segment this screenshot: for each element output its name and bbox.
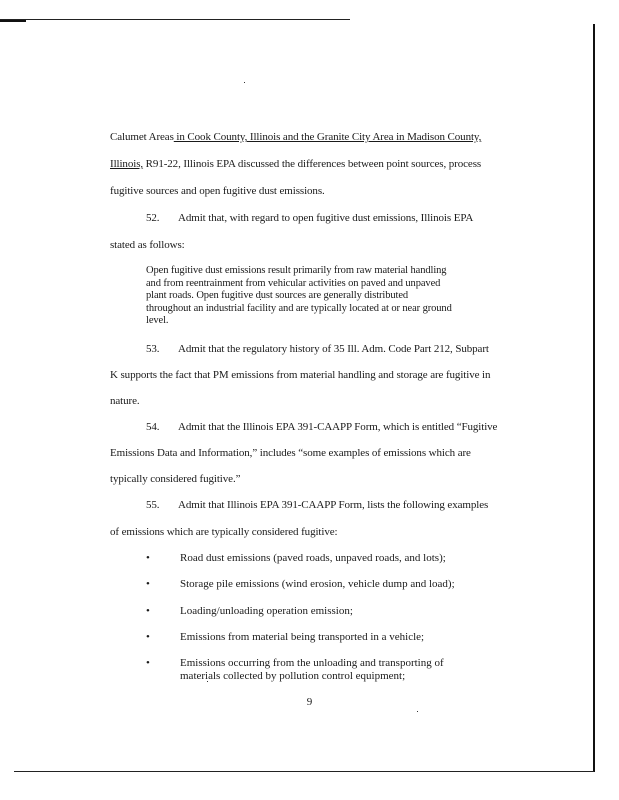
scan-speck (417, 711, 418, 712)
list-item-text: Emissions occurring from the unloading and transporting of (180, 657, 444, 669)
list-item-text: Loading/unloading operation emission; (180, 605, 353, 617)
quote-line: and from reentrainment from vehicular activities on paved and unpaved (146, 277, 441, 289)
location-text: Calumet Areas (110, 131, 174, 143)
bullet-icon: • (146, 552, 150, 564)
text-segment: R91-22, Illinois EPA discussed the differences between point sources, process (143, 158, 482, 170)
page-number: 9 (306, 696, 313, 708)
block-quote (146, 265, 491, 328)
paragraph-53 (146, 343, 489, 356)
location-text-underlined: in Cook County, Illinois and the Granite City Area in Madison County, (173, 131, 482, 143)
text-line: stated as follows: (110, 239, 185, 251)
paragraph-text: Admit that Illinois EPA 391-CAAPP Form, lists the following examples (178, 499, 489, 511)
paragraph-number: 55. (146, 499, 160, 511)
text-line: of emissions which are typically considered fugitive: (110, 526, 338, 538)
text-line: fugitive sources and open fugitive dust emissions. (110, 185, 325, 197)
quote-line: plant roads. Open fugitive dust sources are generally distributed (146, 290, 409, 301)
top-rule (0, 19, 350, 20)
quote-line: throughout an industrial facility and are typically located at or near ground (146, 302, 452, 314)
paragraph-number: 52. (146, 212, 160, 224)
bullet-icon: • (146, 578, 150, 590)
paragraph-text: Admit that the regulatory history of 35 Ill. Adm. Code Part 212, Subpart (178, 343, 489, 355)
paragraph-55 (146, 499, 488, 512)
list-item-text: Road dust emissions (paved roads, unpaved roads, and lots); (180, 552, 446, 564)
paragraph-number: 53. (146, 343, 160, 355)
text-line: Emissions Data and Information,” includes “some examples of emissions which are (110, 447, 471, 459)
paragraph-number: 54. (146, 421, 160, 433)
text-line: typically considered fugitive.” (110, 473, 241, 485)
bottom-rule (14, 771, 594, 772)
quote-line: level. (146, 315, 169, 326)
paragraph-54 (146, 421, 497, 434)
list-item-text: materials collected by pollution control equipment; (180, 670, 406, 682)
text-line: nature. (110, 395, 140, 407)
paragraph-52 (146, 212, 473, 225)
paragraph-text: Admit that, with regard to open fugitive dust emissions, Illinois EPA (178, 212, 474, 224)
paragraph-text: Admit that the Illinois EPA 391-CAAPP Form, which is entitled “Fugitive (178, 421, 498, 433)
text-line (110, 158, 481, 171)
location-text-underlined: Illinois, (110, 158, 144, 170)
text-line (110, 131, 481, 144)
scan-edge-mark (0, 20, 26, 22)
quote-line: Open fugitive dust emissions result primarily from raw material handling (146, 265, 447, 276)
text-line: K supports the fact that PM emissions from material handling and storage are fugitive in (110, 369, 491, 381)
bullet-icon: • (146, 631, 150, 643)
page-edge (593, 24, 595, 772)
scan-speck (244, 82, 245, 83)
bullet-icon: • (146, 657, 150, 669)
list-item-text: Emissions from material being transported in a vehicle; (180, 631, 425, 643)
bullet-icon: • (146, 605, 150, 617)
list-item-text: Storage pile emissions (wind erosion, vehicle dump and load); (180, 578, 455, 590)
